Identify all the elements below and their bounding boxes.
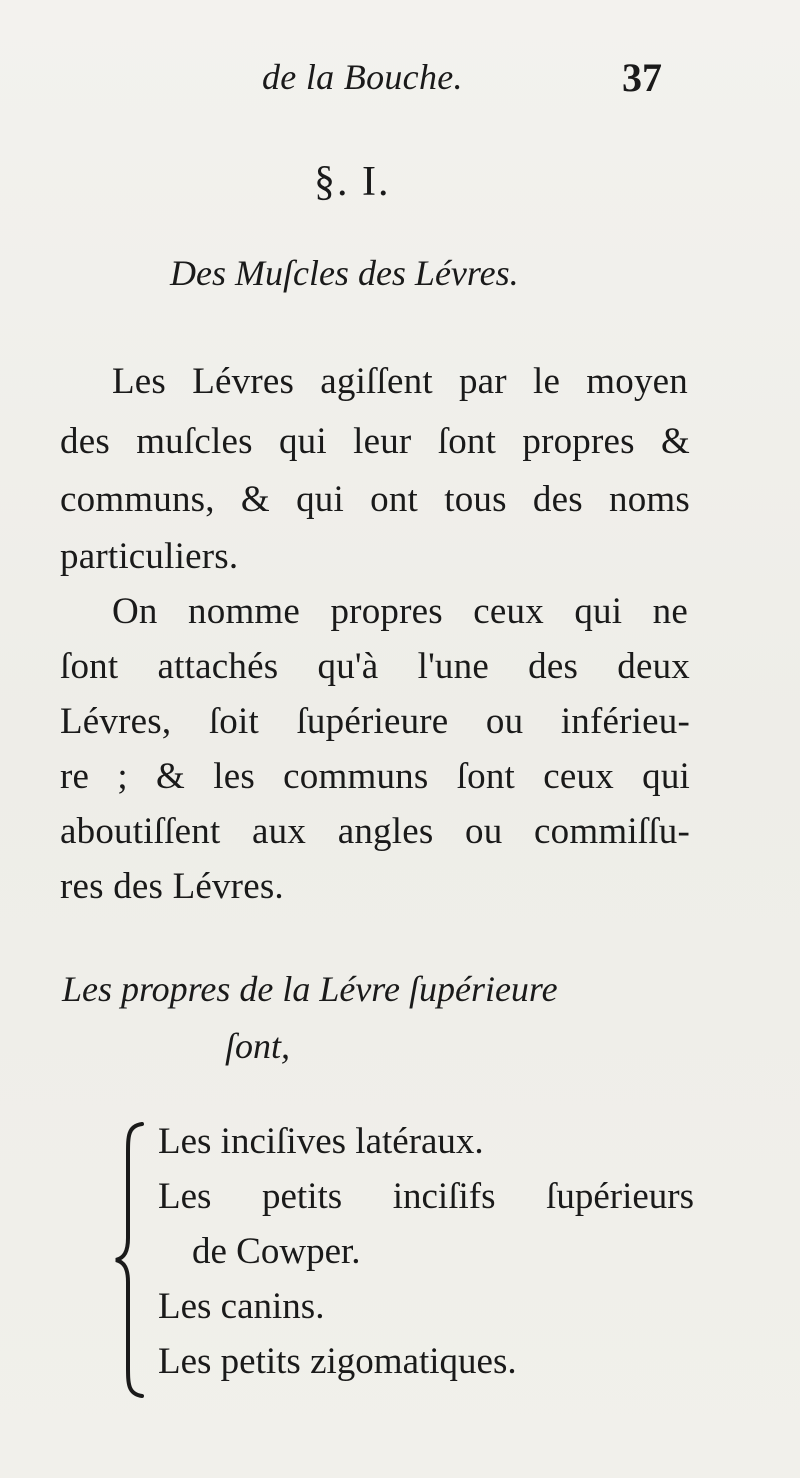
section-number: §. I.: [314, 159, 391, 205]
list-item: Les inciſives latéraux.: [158, 1121, 484, 1162]
brace-icon: [112, 1120, 152, 1400]
paragraph-line: des muſcles qui leur ſont propres &: [60, 421, 690, 462]
paragraph-line: communs, & qui ont tous des noms: [60, 479, 690, 520]
subheading-line-1: Les propres de la Lévre ſupérieure: [62, 969, 558, 1009]
paragraph-line: res des Lévres.: [60, 866, 284, 907]
list-item: Les canins.: [158, 1286, 325, 1327]
list-item: Les petits zigomatiques.: [158, 1341, 517, 1382]
subheading-line-2: ſont,: [225, 1026, 291, 1066]
page-number: 37: [622, 55, 662, 100]
section-title: Des Muſcles des Lévres.: [170, 253, 519, 293]
running-header: de la Bouche.: [262, 57, 463, 97]
paragraph-line: Les Lévres agiſſent par le moyen: [112, 361, 688, 402]
paragraph-line: particuliers.: [60, 536, 239, 577]
list-item: de Cowper.: [192, 1231, 361, 1272]
paragraph-line: On nomme propres ceux qui ne: [112, 591, 688, 632]
paragraph-line: aboutiſſent aux angles ou commiſſu-: [60, 811, 690, 852]
paragraph-line: re ; & les communs ſont ceux qui: [60, 756, 690, 797]
paragraph-line: ſont attachés qu'à l'une des deux: [60, 646, 690, 687]
paragraph-line: Lévres, ſoit ſupérieure ou inférieu-: [60, 701, 690, 742]
list-item: Les petits inciſifs ſupérieurs: [158, 1176, 694, 1217]
